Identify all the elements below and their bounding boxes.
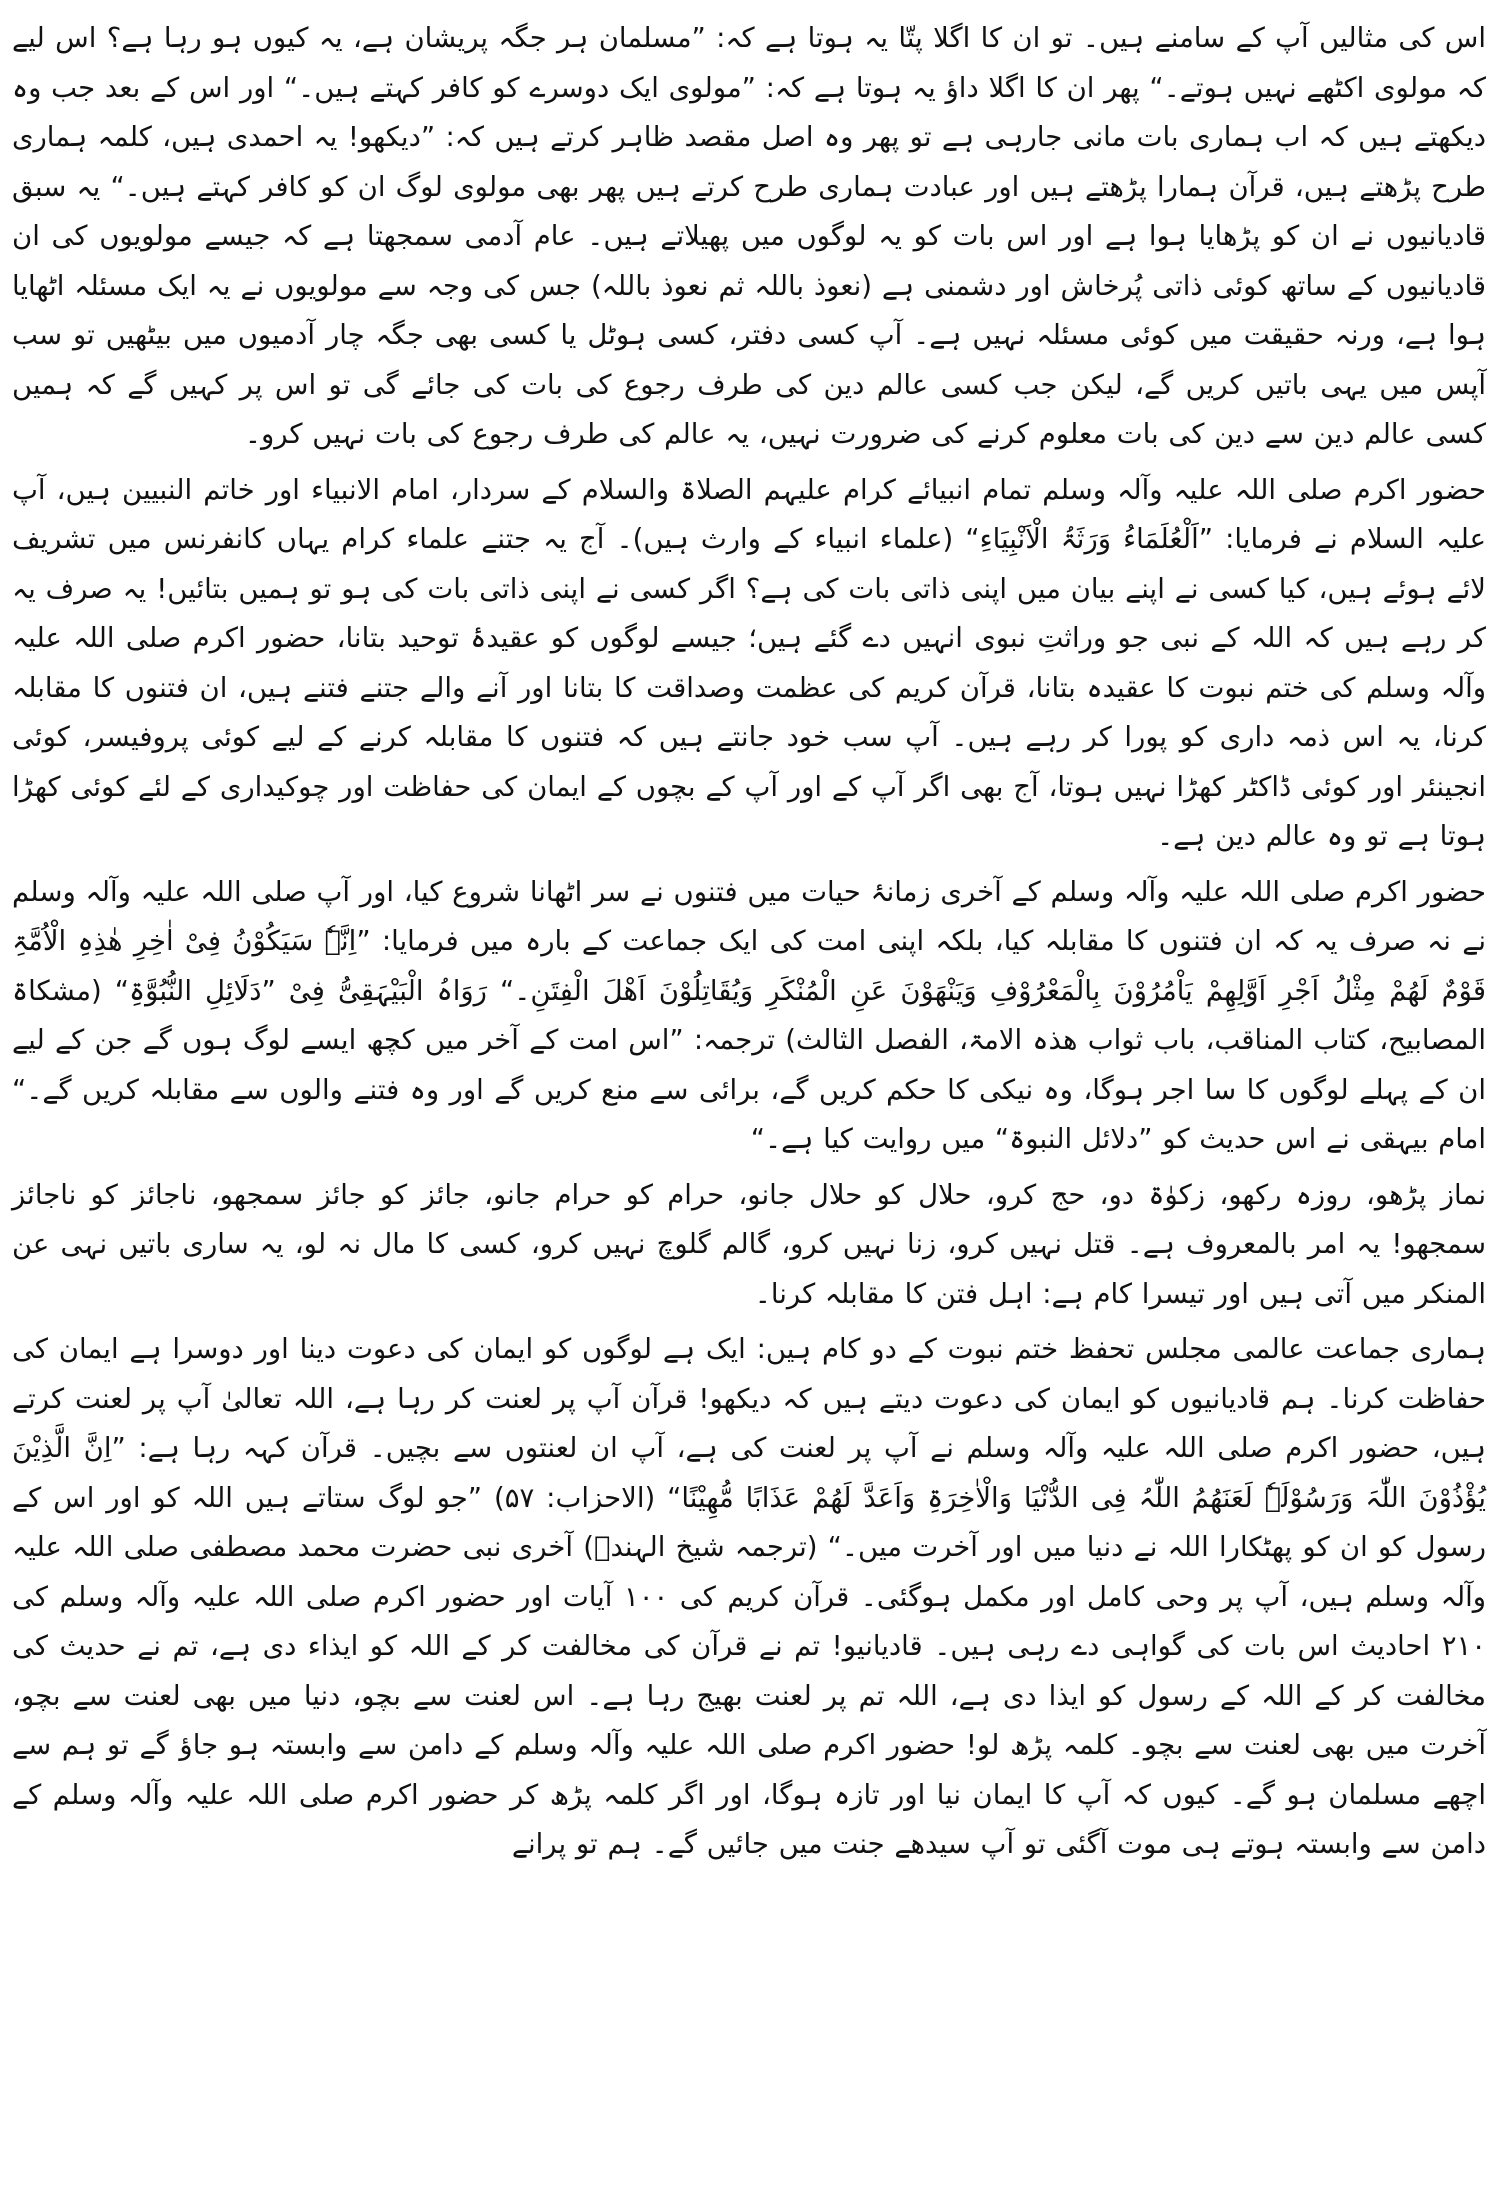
document-page	[12, 14, 1486, 2194]
paragraph-2: حضور اکرم صلی اللہ علیہ وآلہ وسلم تمام انبیائے کرام علیہم الصلاۃ والسلام کے سردار، امام الانبیاء اور خاتم النبیین ہیں، آپ علیہ السلام نے فرمایا: ”اَلْعُلَمَاءُ وَرَثَۃُ الْاَنْبِیَاءِ“ (علماء انبیاء کے وارث ہیں)۔ آج یہ جتنے علماء کرام یہاں کانفرنس میں تشریف لائے ہوئے ہیں، کیا کسی نے اپنے بیان میں اپنی ذاتی بات کی ہے؟ اگر کسی نے اپنی ذاتی بات کی ہو تو ہمیں بتائیں! یہ صرف یہ کر رہے ہیں کہ اللہ کے نبی جو وراثتِ نبوی انہیں دے گئے ہیں؛ جیسے لوگوں کو عقیدۂ توحید بتانا، حضور اکرم صلی اللہ علیہ وآلہ وسلم کی ختم نبوت کا عقیدہ بتانا، قرآن کریم کی عظمت وصداقت کا بتانا اور آنے والے جتنے فتنے ہیں، ان فتنوں کا مقابلہ کرنا، یہ اس ذمہ داری کو پورا کر رہے ہیں۔ آپ سب خود جانتے ہیں کہ فتنوں کا مقابلہ کرنے کے لیے کوئی پروفیسر، کوئی انجینئر اور کوئی ڈاکٹر کھڑا نہیں ہوتا، آج بھی اگر آپ کے اور آپ کے بچوں کے ایمان کی حفاظت اور چوکیداری کے لئے کوئی کھڑا ہوتا ہے تو وہ عالم دین ہے۔	[12, 473, 1486, 852]
paragraph-5: ہماری جماعت عالمی مجلس تحفظ ختم نبوت کے دو کام ہیں: ایک ہے لوگوں کو ایمان کی دعوت دینا اور دوسرا ہے ایمان کی حفاظت کرنا۔ ہم قادیانیوں کو ایمان کی دعوت دیتے ہیں کہ دیکھو! قرآن آپ پر لعنت کر رہا ہے، اللہ تعالیٰ آپ پر لعنت کرتے ہیں، حضور اکرم صلی اللہ علیہ وآلہ وسلم نے آپ پر لعنت کی ہے، آپ ان لعنتوں سے بچیں۔ قرآن کہہ رہا ہے: ”اِنَّ الَّذِیْنَ یُؤْذُوْنَ اللّٰہَ وَرَسُوْلَہٗ لَعَنَھُمُ اللّٰہُ فِی الدُّنْیَا وَالْاٰخِرَۃِ وَاَعَدَّ لَھُمْ عَذَابًا مُّھِیْنًا“ (الاحزاب: ۵۷) ”جو لوگ ستاتے ہیں اللہ کو اور اس کے رسول کو ان کو پھٹکارا اللہ نے دنیا میں اور آخرت میں۔“ (ترجمہ شیخ الہندؒ) آخری نبی حضرت محمد مصطفی صلی اللہ علیہ وآلہ وسلم ہیں، آپ پر وحی کامل اور مکمل ہوگئی۔ قرآن کریم کی ۱۰۰ آیات اور حضور اکرم صلی اللہ علیہ وآلہ وسلم کی ۲۱۰ احادیث اس بات کی گواہی دے رہی ہیں۔ قادیانیو! تم نے قرآن کی مخالفت کر کے اللہ کو ایذاء دی ہے، تم نے حدیث کی مخالفت کر کے اللہ کے رسول کو ایذا دی ہے، اللہ تم پر لعنت بھیج رہا ہے۔ اس لعنت سے بچو، دنیا میں بھی لعنت سے بچو، آخرت میں بھی لعنت سے بچو۔ کلمہ پڑھ لو! حضور اکرم صلی اللہ علیہ وآلہ وسلم کے دامن سے وابستہ ہو جاؤ گے تو ہم سے اچھے مسلمان ہو گے۔ کیوں کہ آپ کا ایمان نیا اور تازہ ہوگا، اور اگر کلمہ پڑھ کر حضور اکرم صلی اللہ علیہ وآلہ وسلم کے دامن سے وابستہ ہوتے ہی موت آگئی تو آپ سیدھے جنت میں جائیں گے۔ ہم تو پرانے	[12, 1333, 1486, 1860]
paragraph-4: نماز پڑھو، روزہ رکھو، زکوٰۃ دو، حج کرو، حلال کو حلال جانو، حرام کو حرام جانو، جائز کو جائز سمجھو، ناجائز کو ناجائز سمجھو! یہ امر بالمعروف ہے۔ قتل نہیں کرو، زنا نہیں کرو، گالم گلوچ نہیں کرو، کسی کا مال نہ لو، یہ ساری باتیں نہی عن المنکر میں آتی ہیں اور تیسرا کام ہے: اہل فتن کا مقابلہ کرنا۔	[12, 1178, 1486, 1310]
paragraph-1: اس کی مثالیں آپ کے سامنے ہیں۔ تو ان کا اگلا پتّا یہ ہوتا ہے کہ: ”مسلمان ہر جگہ پریشان ہے، یہ کیوں ہو رہا ہے؟ اس لیے کہ مولوی اکٹھے نہیں ہوتے۔“ پھر ان کا اگلا داؤ یہ ہوتا ہے کہ: ”مولوی ایک دوسرے کو کافر کہتے ہیں۔“ اور اس کے بعد جب وہ دیکھتے ہیں کہ اب ہماری بات مانی جارہی ہے تو پھر وہ اصل مقصد ظاہر کرتے ہیں کہ: ”دیکھو! یہ احمدی ہیں، کلمہ ہماری طرح پڑھتے ہیں، قرآن ہمارا پڑھتے ہیں اور عبادت ہماری طرح کرتے ہیں پھر بھی مولوی لوگ ان کو کافر کہتے ہیں۔“ یہ سبق قادیانیوں نے ان کو پڑھایا ہوا ہے اور اس بات کو یہ لوگوں میں پھیلاتے ہیں۔ عام آدمی سمجھتا ہے کہ جیسے مولویوں کی ان قادیانیوں کے ساتھ کوئی ذاتی پُرخاش اور دشمنی ہے (نعوذ باللہ ثم نعوذ باللہ) جس کی وجہ سے مولویوں نے یہ ایک مسئلہ اٹھایا ہوا ہے، ورنہ حقیقت میں کوئی مسئلہ نہیں ہے۔ آپ کسی دفتر، کسی ہوٹل یا کسی بھی جگہ چار آدمیوں میں بیٹھیں تو سب آپس میں یہی باتیں کریں گے، لیکن جب کسی عالم دین کی طرف رجوع کی بات کی جائے گی تو اس پر کہیں گے کہ ہمیں کسی عالم دین سے دین کی بات معلوم کرنے کی ضرورت نہیں، یہ عالم کی طرف رجوع کی بات نہیں کرو۔	[12, 22, 1486, 450]
paragraph-3: حضور اکرم صلی اللہ علیہ وآلہ وسلم کے آخری زمانۂ حیات میں فتنوں نے سر اٹھانا شروع کیا، اور آپ صلی اللہ علیہ وآلہ وسلم نے نہ صرف یہ کہ ان فتنوں کا مقابلہ کیا، بلکہ اپنی امت کی ایک جماعت کے بارہ میں فرمایا: ”اِنَّہٗ سَیَکُوْنُ فِیْ اٰخِرِ ھٰذِہِ الْاُمَّۃِ قَوْمٌ لَھُمْ مِثْلُ اَجْرِ اَوَّلِھِمْ یَاْمُرُوْنَ بِالْمَعْرُوْفِ وَیَنْھَوْنَ عَنِ الْمُنْکَرِ وَیُقَاتِلُوْنَ اَھْلَ الْفِتَنِ۔“ رَوَاہُ الْبَیْہَقِیُّ فِیْ ”دَلَائِلِ النُّبُوَّۃِ“ (مشکاۃ المصابیح، کتاب المناقب، باب ثواب ھذہ الامۃ، الفصل الثالث) ترجمہ: ”اس امت کے آخر میں کچھ ایسے لوگ ہوں گے جن کے لیے ان کے پہلے لوگوں کا سا اجر ہوگا، وہ نیکی کا حکم کریں گے، برائی سے منع کریں گے اور وہ فتنے والوں سے مقابلہ کریں گے۔“ امام بیہقی نے اس حدیث کو ”دلائل النبوۃ“ میں روایت کیا ہے۔“	[12, 875, 1486, 1155]
